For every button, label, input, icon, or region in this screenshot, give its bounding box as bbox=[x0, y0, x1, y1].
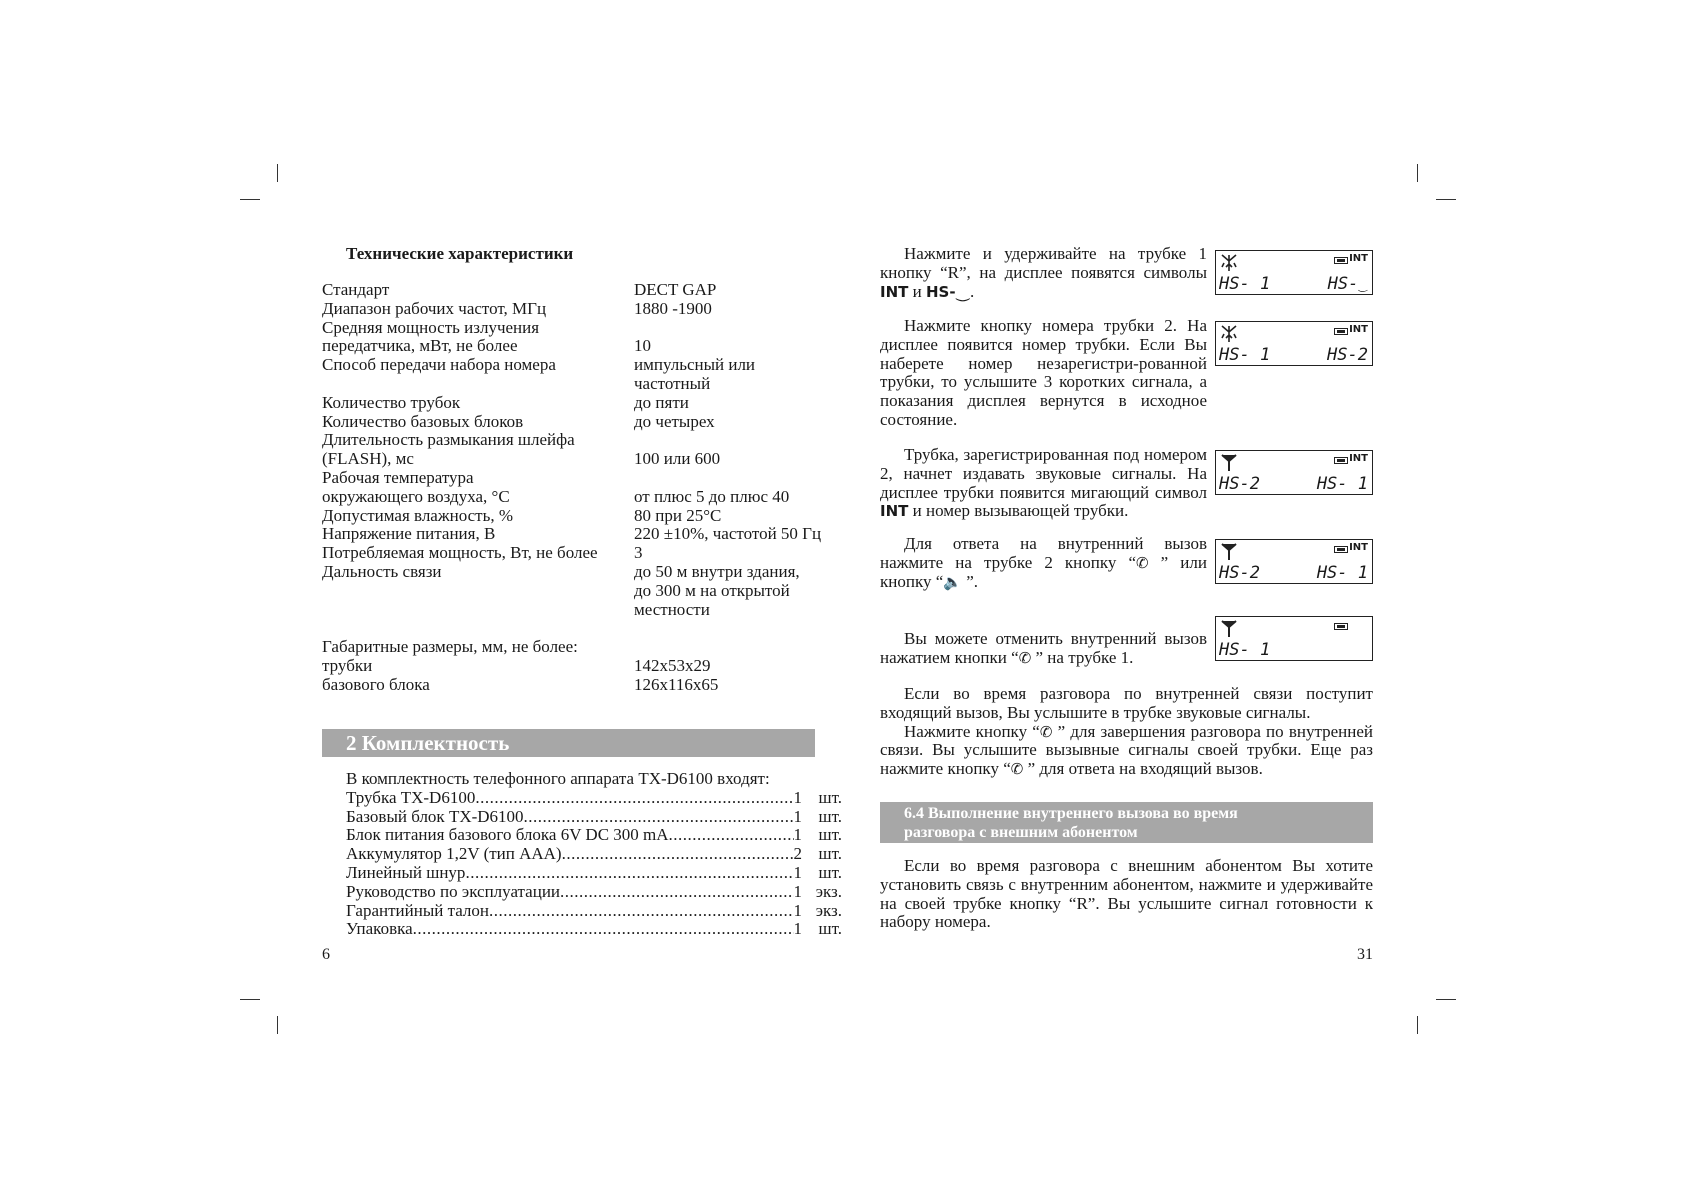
int-indicator-blinking: INT bbox=[1349, 453, 1368, 464]
spec-row bbox=[322, 413, 842, 432]
spec-value bbox=[634, 431, 842, 450]
spec-value: 1880 -1900 bbox=[634, 298, 712, 318]
crop-mark bbox=[240, 199, 260, 200]
section-title: 2 Комплектность bbox=[322, 729, 815, 757]
spec-value: 80 при 25°С bbox=[634, 505, 722, 525]
int-indicator: INT bbox=[1349, 253, 1368, 264]
kit-item-unit: шт. bbox=[818, 862, 842, 882]
spec-row bbox=[322, 319, 842, 338]
spec-row bbox=[322, 582, 842, 601]
spec-row bbox=[322, 356, 842, 375]
spec-row bbox=[322, 507, 842, 526]
spec-row bbox=[322, 300, 842, 319]
kit-list bbox=[346, 770, 842, 939]
kit-item bbox=[346, 845, 842, 864]
lcd-right-text: HS-2 bbox=[1327, 345, 1368, 365]
crop-mark bbox=[1436, 999, 1456, 1000]
spec-value: импульсный или bbox=[634, 355, 756, 375]
subsection-title: 6.4 Выполнение внутреннего вызова во время разговора с внешним абонентом bbox=[880, 802, 1373, 843]
leader-dots bbox=[413, 920, 794, 939]
kit-item-qty: 1 bbox=[793, 862, 802, 882]
speaker-icon: 🔈 bbox=[943, 572, 962, 591]
spec-label: трубки bbox=[322, 655, 373, 675]
paragraph: Нажмите кнопку номера трубки 2. На дисплее появится номер трубки. Если Вы наберете номер незарегистри-рованной трубки, то услышите 3 коротких сигнала, а показания дисплея вернутся в исходное состояние. bbox=[880, 316, 1207, 429]
paragraph: Для ответа на внутренний вызов нажмите на трубке 2 кнопку “✆ ” или кнопку “🔈 ”. bbox=[880, 534, 1207, 591]
spec-value: 142x53x29 bbox=[634, 655, 711, 675]
antenna-icon bbox=[1220, 253, 1238, 273]
spec-row bbox=[322, 281, 842, 300]
spec-label: Габаритные размеры, мм, не более: bbox=[322, 637, 578, 657]
spec-value: 126x116x65 bbox=[634, 674, 719, 694]
spec-row bbox=[322, 563, 842, 582]
kit-item-qty: 1 bbox=[793, 787, 802, 807]
kit-item-name: Руководство по эксплуатации bbox=[346, 881, 561, 901]
antenna-icon bbox=[1220, 619, 1238, 639]
spec-label: Стандарт bbox=[322, 280, 390, 299]
leader-dots bbox=[560, 883, 793, 902]
spec-label bbox=[322, 582, 634, 601]
paragraph: Если во время разговора по внутренней связи поступит входящий вызов, Вы услышите в трубке звуковые сигналы. Нажмите кнопку “✆ ” для завершения разговора по внутренней связи. Вы услышите вызывные сигналы своей трубки. Еще раз нажмите кнопку “✆ ” для ответа на входящий вызов. bbox=[880, 684, 1374, 779]
int-indicator: INT bbox=[1349, 542, 1368, 553]
blink-icon: ⏝ bbox=[955, 282, 970, 301]
spec-table bbox=[322, 281, 842, 695]
battery-icon bbox=[1334, 546, 1348, 553]
phone-icon: ✆ bbox=[1039, 722, 1053, 741]
leader-dots bbox=[562, 845, 794, 864]
lcd-display bbox=[1215, 450, 1373, 495]
battery-icon bbox=[1334, 328, 1348, 335]
spec-label: Средняя мощность излучения bbox=[322, 317, 540, 337]
crop-mark bbox=[277, 164, 278, 182]
lcd-right-text: HS- 1 bbox=[1316, 474, 1368, 494]
lcd-left-text: HS- 1 bbox=[1219, 640, 1271, 660]
lcd-display bbox=[1215, 321, 1373, 366]
page-number: 31 bbox=[1357, 946, 1373, 963]
kit-item-qty: 1 bbox=[793, 825, 802, 845]
paragraph: Если во время разговора с внешним абонентом Вы хотите установить связь с внутренним абонентом, нажмите и удерживайте на своей трубке кнопку “R”. Вы услышите сигнал готовности к набору номера. bbox=[880, 856, 1373, 932]
kit-item-unit: шт. bbox=[818, 787, 842, 807]
kit-item-unit: шт. bbox=[818, 919, 842, 939]
battery-icon bbox=[1334, 457, 1348, 464]
battery-icon bbox=[1334, 257, 1348, 264]
kit-item bbox=[346, 789, 842, 808]
hs-symbol: HS- bbox=[925, 282, 956, 301]
int-symbol: INT bbox=[880, 502, 909, 521]
spec-label: Количество базовых блоков bbox=[322, 411, 524, 431]
antenna-icon bbox=[1220, 324, 1238, 344]
lcd-right-text: HS-⏝ bbox=[1327, 274, 1368, 294]
lcd-display bbox=[1215, 616, 1373, 661]
kit-item bbox=[346, 902, 842, 921]
lcd-left-text: HS-2 bbox=[1219, 474, 1260, 494]
kit-intro: В комплектность телефонного аппарата TX-D6100 входят: bbox=[346, 769, 770, 788]
paragraph: Нажмите и удерживайте на трубке 1 кнопку “R”, на дисплее появятся символы INT и HS-⏝. bbox=[880, 244, 1207, 301]
spec-label: (FLASH), мс bbox=[322, 449, 414, 469]
lcd-left-text: HS- 1 bbox=[1219, 274, 1271, 294]
spec-value: 3 bbox=[634, 543, 643, 563]
lcd-left-text: HS- 1 bbox=[1219, 345, 1271, 365]
spec-value bbox=[634, 638, 842, 657]
kit-item bbox=[346, 808, 842, 827]
kit-item-name: Упаковка bbox=[346, 919, 413, 939]
spec-row bbox=[322, 431, 842, 450]
kit-item-name: Линейный шнур bbox=[346, 862, 466, 882]
leader-dots bbox=[465, 864, 793, 883]
kit-item-unit: шт. bbox=[818, 806, 842, 826]
spec-row bbox=[322, 394, 842, 413]
spec-label: передатчика, мВт, не более bbox=[322, 336, 518, 356]
spec-value: до 300 м на открытой bbox=[634, 580, 790, 600]
spec-label: Рабочая температура bbox=[322, 467, 474, 487]
spec-value: 10 bbox=[634, 336, 651, 356]
spec-row bbox=[322, 619, 842, 638]
spec-value: частотный bbox=[634, 373, 711, 393]
paragraph: Трубка, зарегистрированная под номером 2, начнет издавать звуковые сигналы. На дисплее трубки появится мигающий символ INT и номер вызывающей трубки. bbox=[880, 445, 1207, 521]
leader-dots bbox=[475, 789, 793, 808]
spec-row bbox=[322, 525, 842, 544]
phone-icon: ✆ bbox=[1018, 648, 1032, 667]
spec-label: Допустимая влажность, % bbox=[322, 505, 514, 525]
lcd-display bbox=[1215, 539, 1373, 584]
crop-mark bbox=[240, 999, 260, 1000]
spec-value: DECT GAP bbox=[634, 280, 717, 299]
kit-item-qty: 1 bbox=[793, 881, 802, 901]
phone-icon: ✆ bbox=[1136, 553, 1149, 572]
spec-label: Напряжение питания, В bbox=[322, 524, 496, 544]
spec-row bbox=[322, 544, 842, 563]
int-symbol: INT bbox=[880, 282, 909, 301]
spec-label bbox=[322, 375, 634, 394]
spec-value: 100 или 600 bbox=[634, 449, 721, 469]
spec-label: Количество трубок bbox=[322, 392, 461, 412]
spec-row bbox=[322, 337, 842, 356]
lcd-display bbox=[1215, 250, 1373, 295]
kit-item-unit: шт. bbox=[818, 825, 842, 845]
spec-label: базового блока bbox=[322, 674, 430, 694]
kit-item-unit: шт. bbox=[818, 844, 842, 864]
lcd-right-text: HS- 1 bbox=[1316, 563, 1368, 583]
spec-row bbox=[322, 657, 842, 676]
blink-icon: ⏝ bbox=[1358, 281, 1368, 292]
spec-value: от плюс 5 до плюс 40 bbox=[634, 486, 790, 506]
spec-label: Потребляемая мощность, Вт, не более bbox=[322, 543, 598, 563]
kit-item-unit: экз. bbox=[815, 881, 842, 901]
spec-title: Технические характеристики bbox=[346, 244, 574, 263]
spec-row bbox=[322, 450, 842, 469]
spec-label: Длительность размыкания шлейфа bbox=[322, 430, 575, 450]
crop-mark bbox=[277, 1016, 278, 1034]
spec-row bbox=[322, 676, 842, 695]
spec-label: окружающего воздуха, °С bbox=[322, 486, 510, 506]
kit-item-qty: 1 bbox=[793, 806, 802, 826]
spec-row bbox=[322, 469, 842, 488]
kit-item-name: Трубка TX-D6100 bbox=[346, 787, 476, 807]
int-indicator: INT bbox=[1349, 324, 1368, 335]
kit-item-qty: 1 bbox=[793, 919, 802, 939]
kit-item-name: Аккумулятор 1,2V (тип AAA) bbox=[346, 844, 562, 864]
kit-item bbox=[346, 864, 842, 883]
kit-item bbox=[346, 920, 842, 939]
battery-icon bbox=[1334, 623, 1348, 630]
spec-label: Диапазон рабочих частот, МГц bbox=[322, 298, 547, 318]
kit-item-name: Блок питания базового блока 6V DC 300 mA bbox=[346, 825, 669, 845]
spec-row bbox=[322, 375, 842, 394]
antenna-icon bbox=[1220, 542, 1238, 562]
spec-value: 220 ±10%, частотой 50 Гц bbox=[634, 524, 822, 544]
antenna-icon bbox=[1220, 453, 1238, 473]
leader-dots bbox=[524, 808, 794, 827]
spec-row bbox=[322, 638, 842, 657]
page-number: 6 bbox=[322, 946, 330, 963]
spec-value: местности bbox=[634, 599, 710, 619]
spec-row bbox=[322, 601, 842, 620]
kit-item-name: Базовый блок TX-D6100 bbox=[346, 806, 524, 826]
spec-value: до 50 м внутри здания, bbox=[634, 561, 800, 581]
spec-value bbox=[634, 319, 842, 338]
phone-icon: ✆ bbox=[1010, 760, 1024, 779]
spec-value: до четырех bbox=[634, 411, 715, 431]
spec-value bbox=[634, 469, 842, 488]
spec-label bbox=[322, 619, 634, 638]
leader-dots bbox=[489, 902, 794, 921]
kit-item-unit: экз. bbox=[815, 900, 842, 920]
crop-mark bbox=[1417, 1016, 1418, 1034]
crop-mark bbox=[1436, 199, 1456, 200]
crop-mark bbox=[1417, 164, 1418, 182]
spec-row bbox=[322, 488, 842, 507]
leader-dots bbox=[669, 826, 794, 845]
spec-value: до пяти bbox=[634, 392, 689, 412]
kit-item-qty: 2 bbox=[793, 844, 802, 864]
spec-label: Дальность связи bbox=[322, 561, 442, 581]
spec-label: Способ передачи набора номера bbox=[322, 355, 556, 375]
kit-item bbox=[346, 826, 842, 845]
paragraph: Вы можете отменить внутренний вызов нажатием кнопки “✆ ” на трубке 1. bbox=[880, 629, 1207, 667]
spec-label bbox=[322, 601, 634, 620]
kit-item-name: Гарантийный талон bbox=[346, 900, 489, 920]
kit-item-qty: 1 bbox=[793, 900, 802, 920]
spec-value bbox=[634, 619, 842, 638]
kit-item bbox=[346, 883, 842, 902]
lcd-left-text: HS-2 bbox=[1219, 563, 1260, 583]
